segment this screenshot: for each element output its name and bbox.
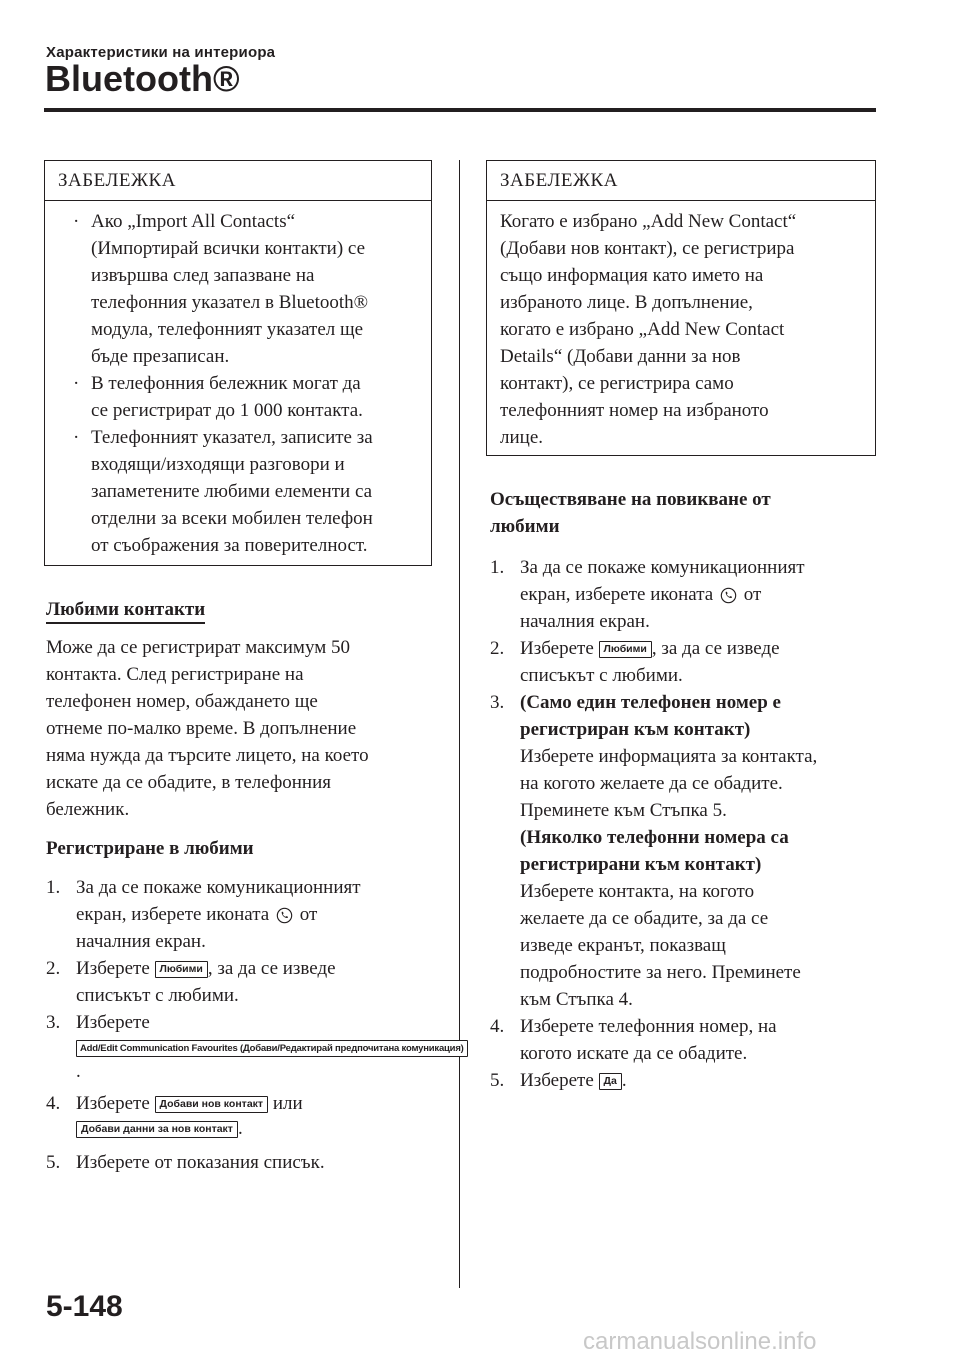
favorites-button[interactable]: Любими [155,961,208,978]
section-label: Характеристики на интериора [46,44,276,61]
step-text: началния екран. [76,931,206,952]
step-text: списъкът с любими. [520,665,683,686]
step-number: 1. [46,877,61,898]
note-line: (Добави нов контакт), се регистрира [500,238,795,259]
case-heading: регистрирани към контакт) [520,854,762,875]
note-line: извършва след запазване на [91,265,315,286]
note-line: контакт), се регистрира само [500,373,734,394]
step-text-part: . [237,1118,243,1139]
step-text-part: Изберете [520,638,594,659]
para-line: контакта. След регистриране на [46,664,304,685]
step-number: 5. [46,1152,61,1173]
step-text [76,1090,446,1117]
step-text [520,1067,880,1094]
favorites-heading [46,596,205,623]
step-text: началния екран. [520,611,650,632]
step-text [520,635,880,662]
note-line: бъде презаписан. [91,346,230,367]
step-item [46,1090,446,1141]
step-text [76,1117,446,1141]
register-steps [46,874,464,1176]
call-steps [490,554,880,1094]
note-line: лице. [500,427,544,448]
favorites-heading-text: Любими контакти [46,599,205,624]
para-line: телефонен номер, обаждането ще [46,691,318,712]
step-text: За да се покаже комуникационният [76,877,361,898]
step-item [46,874,446,955]
step-text: на когото желаете да се обадите. [520,773,783,794]
para-line: отнеме по-малко време. В допълнение [46,718,357,739]
step-text [520,581,880,608]
para-line: искате да се обадите, в телефонния [46,772,331,793]
note-line: телефонният номер на избраното [500,400,769,421]
step-item [46,955,446,1009]
step-item [490,554,880,635]
step-text: списъкът с любими. [76,985,239,1006]
step-text: когото искате да се обадите. [520,1043,748,1064]
step-number: 4. [490,1016,505,1037]
step-text: към Стъпка 4. [520,989,633,1010]
step-text-part: . [621,1070,627,1091]
step-number: 5. [490,1070,505,1091]
note-title: ЗАБЕЛЕЖКА [45,161,431,201]
step-text: желаете да се обадите, за да се [520,908,769,929]
note-body [487,201,875,451]
heading-line: любими [490,516,560,537]
step-item [490,1013,880,1067]
note-bullet [58,424,419,559]
page-title: Bluetooth® [45,58,240,99]
step-text: Изберете от показания списък. [76,1152,325,1173]
step-text [76,1036,464,1084]
title-rule [44,108,876,112]
note-title: ЗАБЕЛЕЖКА [487,161,875,201]
step-text: Изберете контакта, на когото [520,881,755,902]
step-text: За да се покаже комуникационният [520,557,805,578]
note-line: · В телефонния бележник могат да [91,373,361,394]
note-line: Details“ (Добави данни за нов [500,346,741,367]
step-text: Преминете към Стъпка 5. [520,800,727,821]
step-item [490,635,880,689]
para-line: бележник. [46,799,130,820]
note-line: отделни за всеки мобилен телефон [91,508,373,529]
add-edit-favourites-button[interactable]: Add/Edit Communication Favourites (Добави/Редактирай предпочитана комуникация) [76,1040,468,1057]
phone-icon [720,587,737,604]
register-heading: Регистриране в любими [46,838,254,859]
note-box-right [486,160,876,456]
favorites-paragraph [46,634,446,823]
note-line: · Ако „Import All Contacts“ [91,211,296,232]
step-text-part: . [76,1061,81,1082]
note-line: от съображения за поверителност. [91,535,368,556]
step-text: Изберете [76,1012,150,1033]
step-text-part: или [272,1093,303,1114]
step-text-part: , за да се изведе [651,638,780,659]
note-bullet [58,370,419,424]
note-line: входящи/изходящи разговори и [91,454,345,475]
step-number: 2. [46,958,61,979]
case-heading: регистриран към контакт) [520,719,751,740]
step-item [46,1009,464,1084]
step-text: Изберете информацията за контакта, [520,746,818,767]
step-number: 3. [46,1012,61,1033]
favorites-button[interactable]: Любими [599,641,652,658]
step-item [490,689,880,1013]
step-number: 2. [490,638,505,659]
step-text [76,955,446,982]
note-box-left [44,160,432,566]
step-text: изведе екранът, показващ [520,935,726,956]
step-text-part: от [743,584,762,605]
phone-icon [276,907,293,924]
watermark: carmanualsonline.info [583,1328,817,1355]
step-text-part: екран, изберете иконата [76,904,270,925]
step-text [76,901,446,928]
note-line: запаметените любими елементи са [91,481,373,502]
note-line: телефонния указател в Bluetooth® [91,292,369,313]
note-line: модула, телефонният указател ще [91,319,364,340]
step-number: 3. [490,692,505,713]
note-line: се регистрират до 1 000 контакта. [91,400,363,421]
page-number: 5-148 [46,1290,123,1323]
step-item [46,1149,446,1176]
note-line: когато е избрано „Add New Contact [500,319,785,340]
step-item [490,1067,880,1094]
note-bullet [58,208,419,370]
step-text-part: , за да се изведе [207,958,336,979]
yes-button[interactable]: Да [599,1073,622,1090]
step-text-part: екран, изберете иконата [520,584,714,605]
call-heading [490,486,771,540]
step-number: 4. [46,1093,61,1114]
step-text-part: Изберете [520,1070,594,1091]
add-new-contact-button[interactable]: Добави нов контакт [155,1096,269,1113]
note-line: Когато е избрано „Add New Contact“ [500,211,797,232]
note-line: (Импортирай всички контакти) се [91,238,366,259]
step-text: Изберете телефонния номер, на [520,1016,777,1037]
case-heading: (Само един телефонен номер е [520,692,781,713]
para-line: няма нужда да търсите лицето, на което [46,745,369,766]
column-divider [459,160,460,1288]
note-line: също информация като името на [500,265,764,286]
note-line: избраното лице. В допълнение, [500,292,753,313]
case-heading: (Няколко телефонни номера са [520,827,789,848]
step-text-part: Изберете [76,958,150,979]
step-text-part: Изберете [76,1093,150,1114]
step-text-part: от [299,904,318,925]
note-line: · Телефонният указател, записите за [91,427,373,448]
heading-line: Осъществяване на повикване от [490,489,771,510]
para-line: Може да се регистрират максимум 50 [46,637,350,658]
note-body [45,201,431,559]
step-text: подробностите за него. Преминете [520,962,801,983]
step-number: 1. [490,557,505,578]
add-new-contact-details-button[interactable]: Добави данни за нов контакт [76,1121,238,1138]
